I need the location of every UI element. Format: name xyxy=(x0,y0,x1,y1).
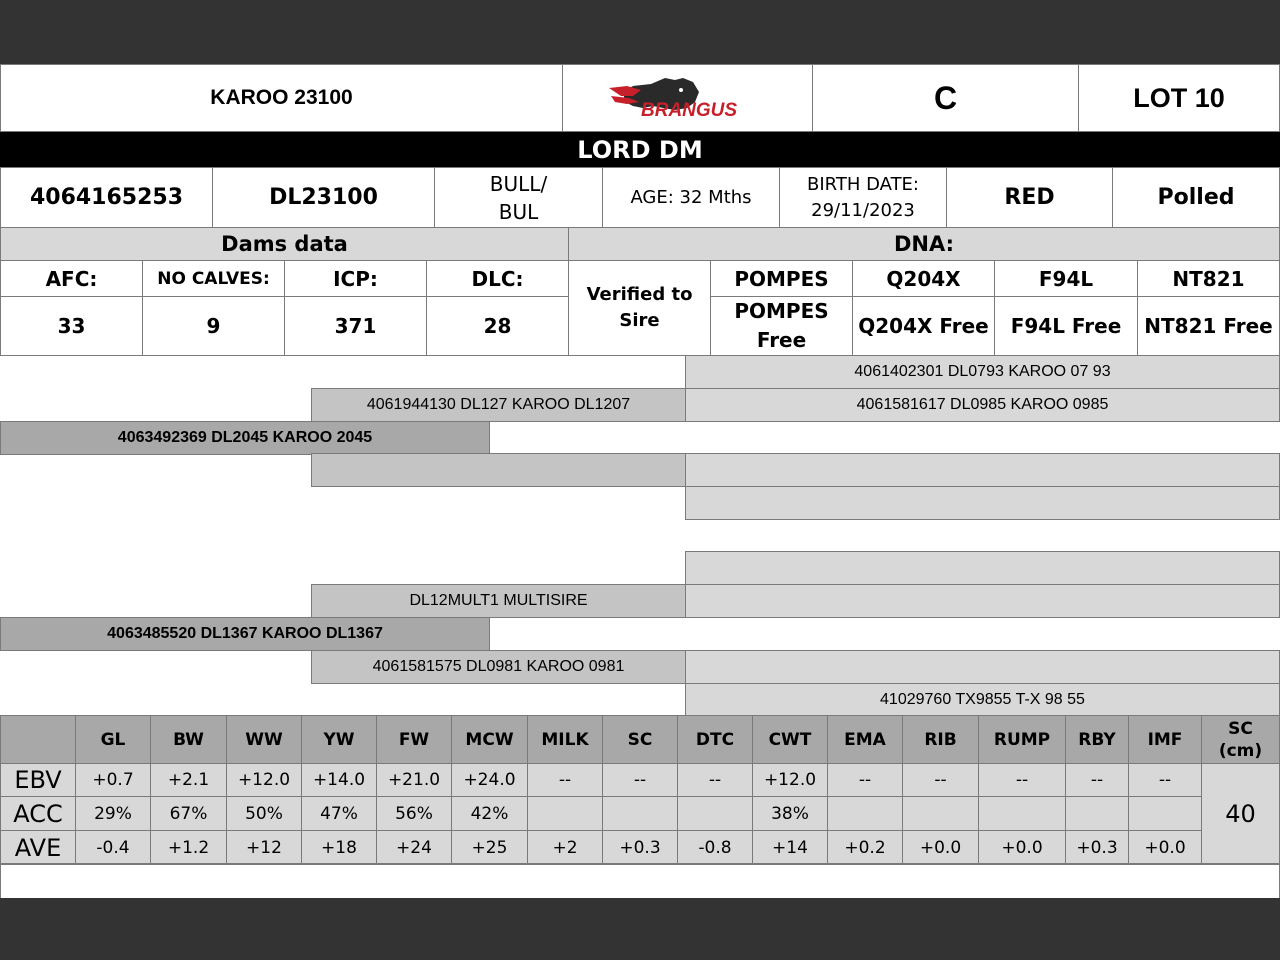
ebv-cell-ave-imf: +0.0 xyxy=(1128,830,1202,865)
lot-number: LOT 10 xyxy=(1078,64,1280,132)
ebv-cell-acc-fw: 56% xyxy=(376,796,452,831)
sc-header-line-2: (cm) xyxy=(1218,740,1263,761)
pedigree-dam-sire-sire xyxy=(685,551,1280,585)
pedigree-sire: 4063492369 DL2045 KAROO 2045 xyxy=(0,421,490,455)
ebv-cell-ave-yw: +18 xyxy=(301,830,377,865)
ebv-cell-acc-rump xyxy=(978,796,1066,831)
ebv-cell-ebv-cwt: +12.0 xyxy=(752,763,828,797)
pedigree-dam-sire: DL12MULT1 MULTISIRE xyxy=(311,584,686,618)
dna-test-q204x: Q204X xyxy=(852,260,995,297)
ebv-cell-ave-ema: +0.2 xyxy=(827,830,903,865)
ebv-cell-ebv-milk: -- xyxy=(527,763,603,797)
ebv-cell-acc-cwt: 38% xyxy=(752,796,828,831)
ebv-header-cwt: CWT xyxy=(752,715,828,764)
ebv-cell-ebv-ema: -- xyxy=(827,763,903,797)
ebv-header-sc-cm xyxy=(1201,715,1280,764)
dams-data-title: Dams data xyxy=(0,227,569,261)
ebv-cell-ebv-yw: +14.0 xyxy=(301,763,377,797)
no-calves-label: NO CALVES: xyxy=(142,260,285,297)
ebv-header-fw: FW xyxy=(376,715,452,764)
ebv-cell-acc-sc xyxy=(602,796,678,831)
polled: Polled xyxy=(1112,167,1280,228)
pedigree-dam-sire-dam xyxy=(685,584,1280,618)
ebv-header-rib: RIB xyxy=(902,715,979,764)
ebv-cell-acc-mcw: 42% xyxy=(451,796,528,831)
ebv-header-corner xyxy=(0,715,76,764)
afc-value: 33 xyxy=(0,296,143,356)
ebv-cell-ebv-bw: +2.1 xyxy=(150,763,227,797)
icp-label: ICP: xyxy=(284,260,427,297)
pedigree-sire-dam-dam xyxy=(685,486,1280,520)
age: AGE: 32 Mths xyxy=(602,167,780,228)
birth-date: 29/11/2023 xyxy=(811,199,915,221)
ebv-cell-ebv-mcw: +24.0 xyxy=(451,763,528,797)
pedigree-sire-dam-sire xyxy=(685,453,1280,487)
ebv-cell-acc-imf xyxy=(1128,796,1202,831)
ebv-cell-ebv-rib: -- xyxy=(902,763,979,797)
dna-title: DNA: xyxy=(568,227,1280,261)
ebv-header-imf: IMF xyxy=(1128,715,1202,764)
ebv-header-bw: BW xyxy=(150,715,227,764)
ebv-cell-ave-rib: +0.0 xyxy=(902,830,979,865)
ebv-cell-ebv-rump: -- xyxy=(978,763,1066,797)
ebv-cell-ave-fw: +24 xyxy=(376,830,452,865)
sc-header-line-1: SC xyxy=(1228,718,1253,739)
ebv-cell-ave-ww: +12 xyxy=(226,830,302,865)
svg-text:BRANGUS: BRANGUS xyxy=(640,100,737,121)
ebv-table xyxy=(0,715,1280,865)
farm-tag: KAROO 23100 xyxy=(0,64,563,132)
grade: C xyxy=(812,64,1079,132)
ebv-cell-acc-ema xyxy=(827,796,903,831)
ebv-header-dtc: DTC xyxy=(677,715,753,764)
ebv-cell-ave-cwt: +14 xyxy=(752,830,828,865)
bull-logo-icon xyxy=(603,72,773,124)
verified-to-sire: Verified to Sire xyxy=(568,260,711,356)
dna-result-nt821: NT821 Free xyxy=(1137,296,1280,356)
ebv-cell-acc-yw: 47% xyxy=(301,796,377,831)
ebv-cell-acc-milk xyxy=(527,796,603,831)
ebv-row-label-ave: AVE xyxy=(0,830,76,865)
pedigree-sire-sire: 4061944130 DL127 KAROO DL1207 xyxy=(311,388,686,422)
ebv-cell-ave-rump: +0.0 xyxy=(978,830,1066,865)
no-calves-value: 9 xyxy=(142,296,285,356)
pedigree-sire-sire-dam: 4061581617 DL0985 KAROO 0985 xyxy=(685,388,1280,422)
ebv-cell-ebv-ww: +12.0 xyxy=(226,763,302,797)
ebv-cell-ave-milk: +2 xyxy=(527,830,603,865)
ebv-header-ww: WW xyxy=(226,715,302,764)
ebv-cell-ebv-fw: +21.0 xyxy=(376,763,452,797)
ebv-cell-ave-sc: +0.3 xyxy=(602,830,678,865)
pedigree-sire-sire-sire: 4061402301 DL0793 KAROO 07 93 xyxy=(685,355,1280,389)
ebv-cell-acc-dtc xyxy=(677,796,753,831)
sex-line-2: BUL xyxy=(498,199,539,224)
pedigree-dam-dam-sire xyxy=(685,650,1280,684)
brangus-logo xyxy=(562,64,813,132)
registration-number: 4064165253 xyxy=(0,167,213,228)
ebv-sc-value: 40 xyxy=(1201,763,1280,865)
afc-label: AFC: xyxy=(0,260,143,297)
pedigree-dam-dam: 4061581575 DL0981 KAROO 0981 xyxy=(311,650,686,684)
sex-cell xyxy=(434,167,603,228)
ebv-header-yw: YW xyxy=(301,715,377,764)
ebv-row-label-ebv: EBV xyxy=(0,763,76,797)
ebv-cell-ave-gl: -0.4 xyxy=(75,830,151,865)
pedigree-dam: 4063485520 DL1367 KAROO DL1367 xyxy=(0,617,490,651)
sex-line-1: BULL/ xyxy=(489,171,548,196)
ebv-header-gl: GL xyxy=(75,715,151,764)
colour: RED xyxy=(946,167,1113,228)
lot-sheet xyxy=(0,64,1280,898)
ebv-cell-ebv-imf: -- xyxy=(1128,763,1202,797)
ebv-cell-ave-rby: +0.3 xyxy=(1065,830,1129,865)
pedigree-dam-dam-dam: 41029760 TX9855 T-X 98 55 xyxy=(685,683,1280,717)
ebv-cell-ebv-gl: +0.7 xyxy=(75,763,151,797)
ebv-header-rump: RUMP xyxy=(978,715,1066,764)
footer-strip xyxy=(0,863,1280,898)
dlc-label: DLC: xyxy=(426,260,569,297)
dlc-value: 28 xyxy=(426,296,569,356)
ebv-header-ema: EMA xyxy=(827,715,903,764)
icp-value: 371 xyxy=(284,296,427,356)
birth-date-cell xyxy=(779,167,947,228)
ebv-cell-ebv-rby: -- xyxy=(1065,763,1129,797)
ebv-header-mcw: MCW xyxy=(451,715,528,764)
ebv-cell-acc-bw: 67% xyxy=(150,796,227,831)
ebv-cell-acc-ww: 50% xyxy=(226,796,302,831)
dna-test-f94l: F94L xyxy=(994,260,1138,297)
ebv-cell-ave-dtc: -0.8 xyxy=(677,830,753,865)
dna-result-q204x: Q204X Free xyxy=(852,296,995,356)
ebv-cell-acc-rib xyxy=(902,796,979,831)
ebv-cell-ave-mcw: +25 xyxy=(451,830,528,865)
ebv-cell-ave-bw: +1.2 xyxy=(150,830,227,865)
dna-test-nt821: NT821 xyxy=(1137,260,1280,297)
ebv-header-sc: SC xyxy=(602,715,678,764)
ebv-header-rby: RBY xyxy=(1065,715,1129,764)
ebv-cell-ebv-dtc: -- xyxy=(677,763,753,797)
dna-result-f94l: F94L Free xyxy=(994,296,1138,356)
birth-date-label: BIRTH DATE: xyxy=(807,173,919,195)
ebv-cell-acc-gl: 29% xyxy=(75,796,151,831)
dna-test-pompes: POMPES xyxy=(710,260,853,297)
ebv-header-milk: MILK xyxy=(527,715,603,764)
animal-name: LORD DM xyxy=(0,132,1280,167)
ebv-cell-acc-rby xyxy=(1065,796,1129,831)
ebv-cell-ebv-sc: -- xyxy=(602,763,678,797)
tag-number: DL23100 xyxy=(212,167,435,228)
dna-result-pompes: POMPES Free xyxy=(710,296,853,356)
ebv-row-label-acc: ACC xyxy=(0,796,76,831)
pedigree-sire-dam xyxy=(311,453,686,487)
